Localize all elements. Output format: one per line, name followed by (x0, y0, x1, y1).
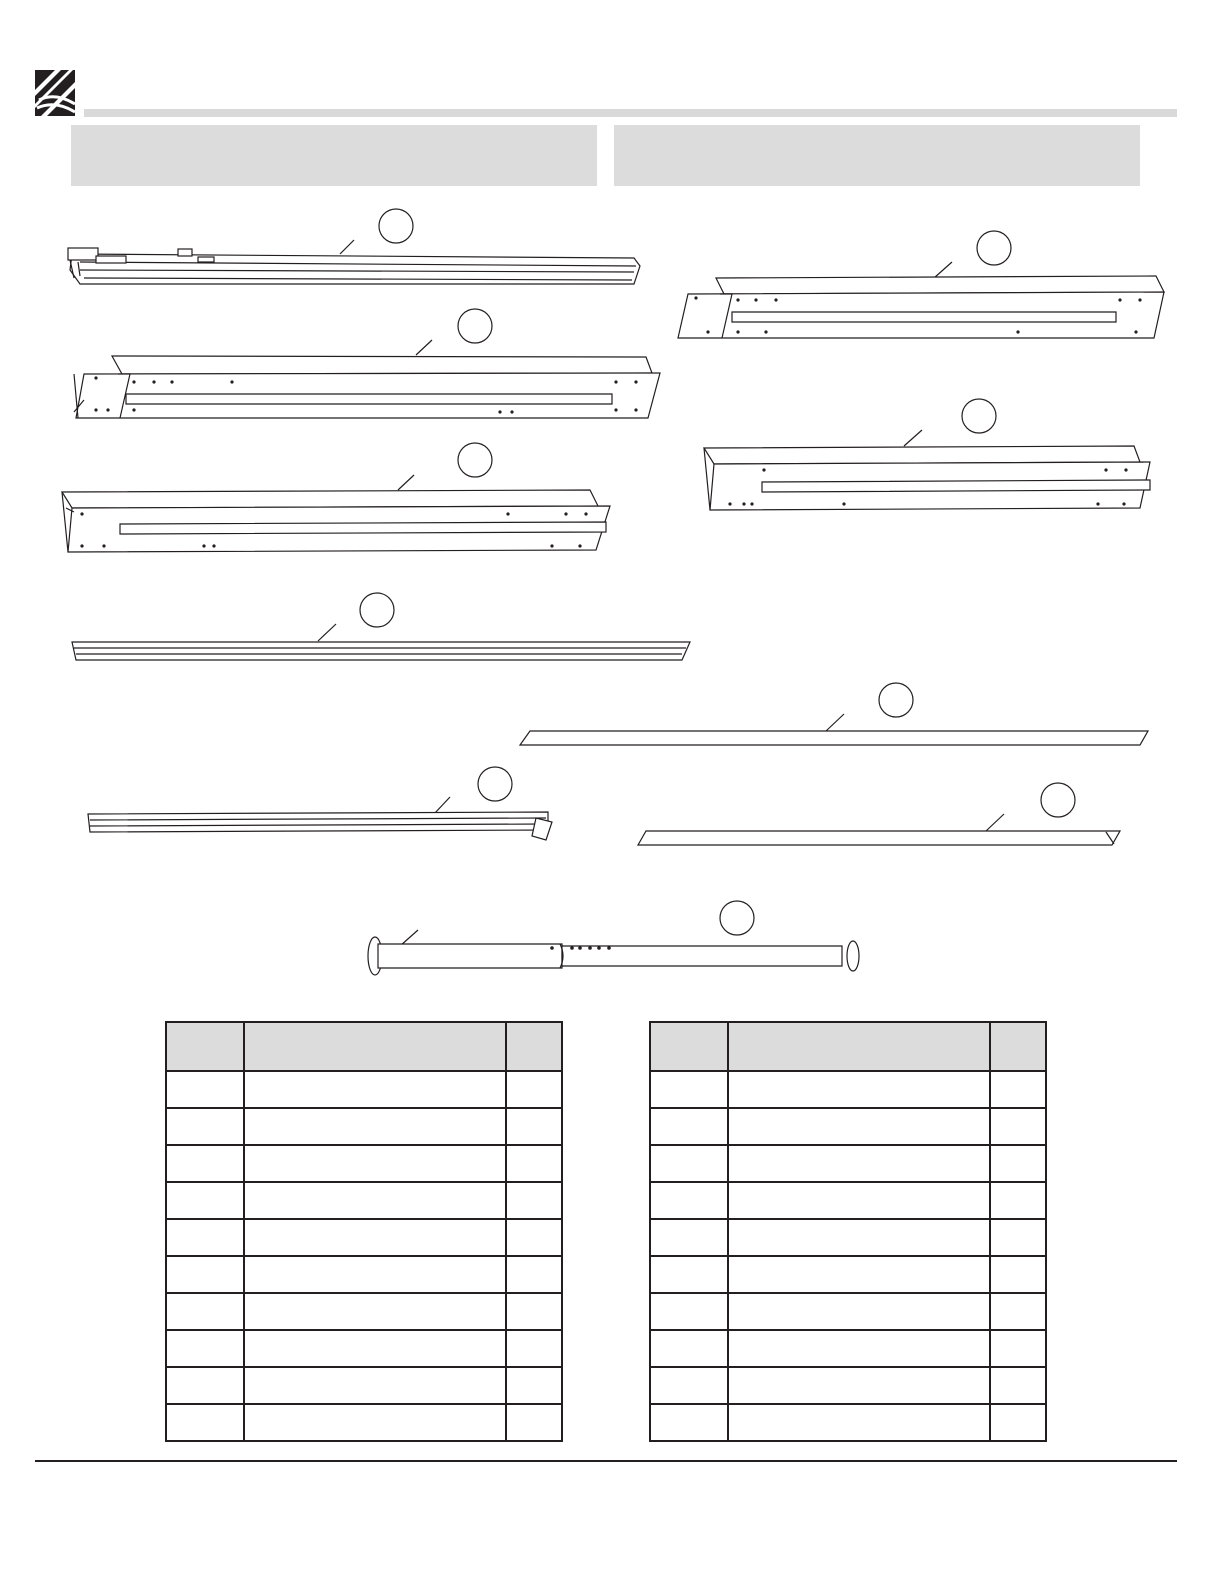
part-callout-circle (1041, 783, 1075, 817)
table-cell (990, 1071, 1046, 1108)
table-cell (728, 1219, 990, 1256)
parts-table-right (649, 1021, 1047, 1442)
part-leader-line (934, 262, 952, 278)
part-leader-line (416, 340, 432, 355)
table-cell (244, 1145, 506, 1182)
table-cell (728, 1182, 990, 1219)
long-channel-rail-part (74, 309, 660, 418)
tension-rod-part (368, 901, 859, 975)
table-cell (650, 1293, 728, 1330)
description-header (728, 1022, 990, 1071)
table-row (650, 1404, 1046, 1441)
part-callout-circle (478, 767, 512, 801)
table-header-row (650, 1022, 1046, 1071)
part-callout-circle (879, 683, 913, 717)
part-number-header (166, 1022, 244, 1071)
part-callout-circle (458, 309, 492, 343)
table-cell (990, 1367, 1046, 1404)
table-cell (650, 1145, 728, 1182)
part-leader-line (904, 430, 922, 446)
hinge-rail-part (68, 209, 640, 284)
part-callout-circle (962, 399, 996, 433)
table-row (166, 1330, 562, 1367)
part-callout-circle (379, 209, 413, 243)
slim-rail-part (72, 593, 690, 660)
part-leader-line (826, 714, 844, 731)
table-row (166, 1367, 562, 1404)
table-cell (990, 1330, 1046, 1367)
table-cell (244, 1330, 506, 1367)
table-cell (650, 1330, 728, 1367)
table-cell (166, 1071, 244, 1108)
table-row (650, 1367, 1046, 1404)
table-cell (506, 1182, 562, 1219)
table-cell (990, 1145, 1046, 1182)
part-callout-circle (458, 443, 492, 477)
part-number-header (650, 1022, 728, 1071)
table-cell (506, 1330, 562, 1367)
part-callout-circle (720, 901, 754, 935)
table-header-row (166, 1022, 562, 1071)
quantity-header (990, 1022, 1046, 1071)
footer-rule (35, 1460, 1177, 1462)
part-callout-circle (360, 593, 394, 627)
table-row (650, 1071, 1046, 1108)
flat-strip-part (638, 783, 1120, 845)
table-cell (244, 1367, 506, 1404)
part-leader-line (318, 624, 336, 641)
table-cell (990, 1108, 1046, 1145)
flanged-channel-rail-part (62, 443, 610, 552)
table-row (166, 1108, 562, 1145)
table-row (650, 1293, 1046, 1330)
table-cell (990, 1404, 1046, 1441)
table-cell (728, 1367, 990, 1404)
table-cell (244, 1071, 506, 1108)
table-cell (506, 1108, 562, 1145)
table-cell (728, 1145, 990, 1182)
table-cell (244, 1293, 506, 1330)
table-cell (990, 1293, 1046, 1330)
table-cell (166, 1404, 244, 1441)
bracket-rail-part (88, 767, 552, 840)
table-cell (990, 1219, 1046, 1256)
table-cell (244, 1108, 506, 1145)
table-cell (166, 1256, 244, 1293)
description-header (244, 1022, 506, 1071)
table-cell (244, 1256, 506, 1293)
table-cell (650, 1256, 728, 1293)
table-cell (506, 1367, 562, 1404)
table-row (166, 1404, 562, 1441)
quantity-header (506, 1022, 562, 1071)
flat-bar-part (520, 683, 1148, 745)
table-cell (650, 1108, 728, 1145)
short-channel-rail-part (678, 231, 1164, 338)
part-leader-line (986, 814, 1004, 831)
table-row (166, 1293, 562, 1330)
table-cell (728, 1404, 990, 1441)
parts-table-left (165, 1021, 563, 1442)
table-cell (650, 1182, 728, 1219)
table-row (650, 1330, 1046, 1367)
table-cell (506, 1219, 562, 1256)
table-cell (506, 1071, 562, 1108)
table-cell (244, 1404, 506, 1441)
table-row (166, 1182, 562, 1219)
table-cell (166, 1367, 244, 1404)
table-cell (244, 1219, 506, 1256)
table-cell (166, 1145, 244, 1182)
table-cell (166, 1219, 244, 1256)
table-row (166, 1145, 562, 1182)
table-cell (650, 1071, 728, 1108)
table-cell (990, 1256, 1046, 1293)
table-cell (728, 1293, 990, 1330)
table-cell (244, 1182, 506, 1219)
table-cell (728, 1071, 990, 1108)
table-cell (166, 1108, 244, 1145)
part-leader-line (398, 475, 414, 490)
table-row (650, 1145, 1046, 1182)
table-cell (728, 1330, 990, 1367)
table-row (166, 1219, 562, 1256)
table-cell (166, 1330, 244, 1367)
table-row (650, 1108, 1046, 1145)
part-callout-circle (977, 231, 1011, 265)
table-cell (650, 1219, 728, 1256)
flanged-short-channel-part (704, 399, 1150, 510)
part-leader-line (340, 240, 354, 254)
table-cell (506, 1293, 562, 1330)
table-cell (728, 1108, 990, 1145)
table-row (650, 1219, 1046, 1256)
table-cell (166, 1182, 244, 1219)
table-row (650, 1182, 1046, 1219)
table-cell (990, 1182, 1046, 1219)
table-cell (650, 1367, 728, 1404)
table-cell (506, 1256, 562, 1293)
table-cell (166, 1293, 244, 1330)
table-cell (506, 1404, 562, 1441)
table-cell (506, 1145, 562, 1182)
table-cell (728, 1256, 990, 1293)
table-row (166, 1256, 562, 1293)
part-leader-line (434, 797, 450, 814)
table-row (166, 1071, 562, 1108)
table-row (650, 1256, 1046, 1293)
table-cell (650, 1404, 728, 1441)
